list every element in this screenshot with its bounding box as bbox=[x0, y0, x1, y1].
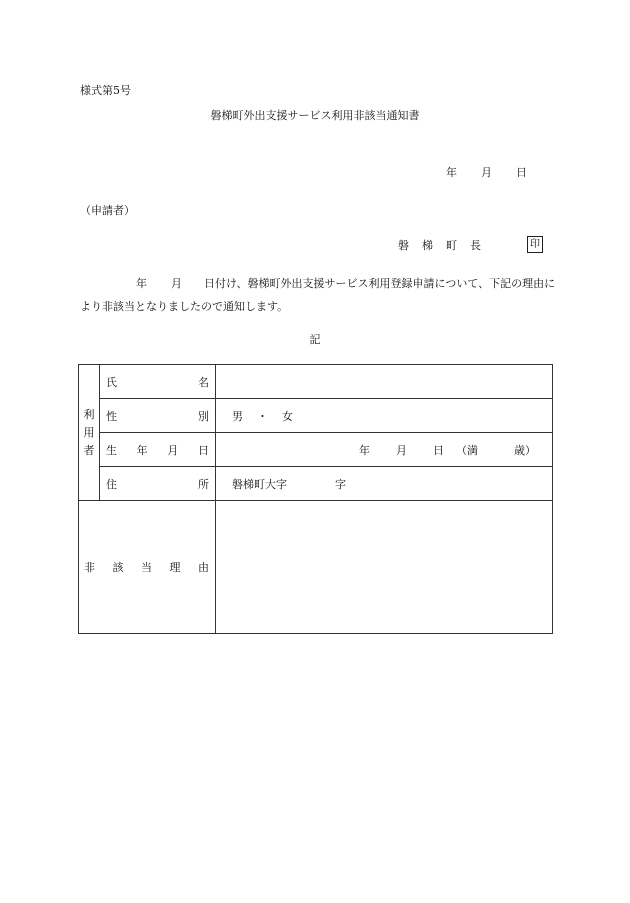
reason-label: 非 該 当 理 由 bbox=[79, 501, 216, 634]
sex-male[interactable]: 男 bbox=[232, 409, 243, 423]
notification-text bbox=[80, 272, 560, 318]
record-label: 記 bbox=[309, 333, 321, 346]
applicant-label: （申請者） bbox=[80, 204, 135, 217]
mayor-title: 磐 梯 町 長 bbox=[398, 239, 482, 252]
date-day: 日 bbox=[516, 166, 527, 179]
name-value[interactable] bbox=[216, 365, 553, 399]
form-number: 様式第5号 bbox=[80, 84, 131, 97]
birthdate-label: 生 年 月 日 bbox=[100, 433, 216, 467]
address-value[interactable]: 磐梯町大字 字 bbox=[216, 467, 553, 501]
document-title: 磐梯町外出支援サービス利用非該当通知書 bbox=[210, 109, 420, 122]
birthdate-value[interactable]: 年 月 日 （満 歳） bbox=[216, 433, 553, 467]
sex-value[interactable]: 男 ・ 女 bbox=[216, 399, 553, 433]
user-info-table bbox=[78, 364, 553, 634]
body-year: 年 bbox=[136, 277, 147, 290]
body-rest: 日付け、磐梯町外出支援サービス利用登録申請について、下記の理由により非該当となりましたので通知します。 bbox=[80, 277, 556, 313]
date-month: 月 bbox=[481, 166, 492, 179]
sex-female[interactable]: 女 bbox=[282, 409, 293, 423]
date-year: 年 bbox=[446, 166, 457, 179]
reason-value[interactable] bbox=[216, 501, 553, 634]
body-month: 月 bbox=[171, 277, 182, 290]
address-label: 住 所 bbox=[100, 467, 216, 501]
sex-label: 性 別 bbox=[100, 399, 216, 433]
issue-date bbox=[446, 164, 527, 180]
seal-mark: 印 bbox=[527, 236, 543, 253]
user-side-label: 利 用 者 bbox=[79, 365, 100, 501]
name-label: 氏 名 bbox=[100, 365, 216, 399]
